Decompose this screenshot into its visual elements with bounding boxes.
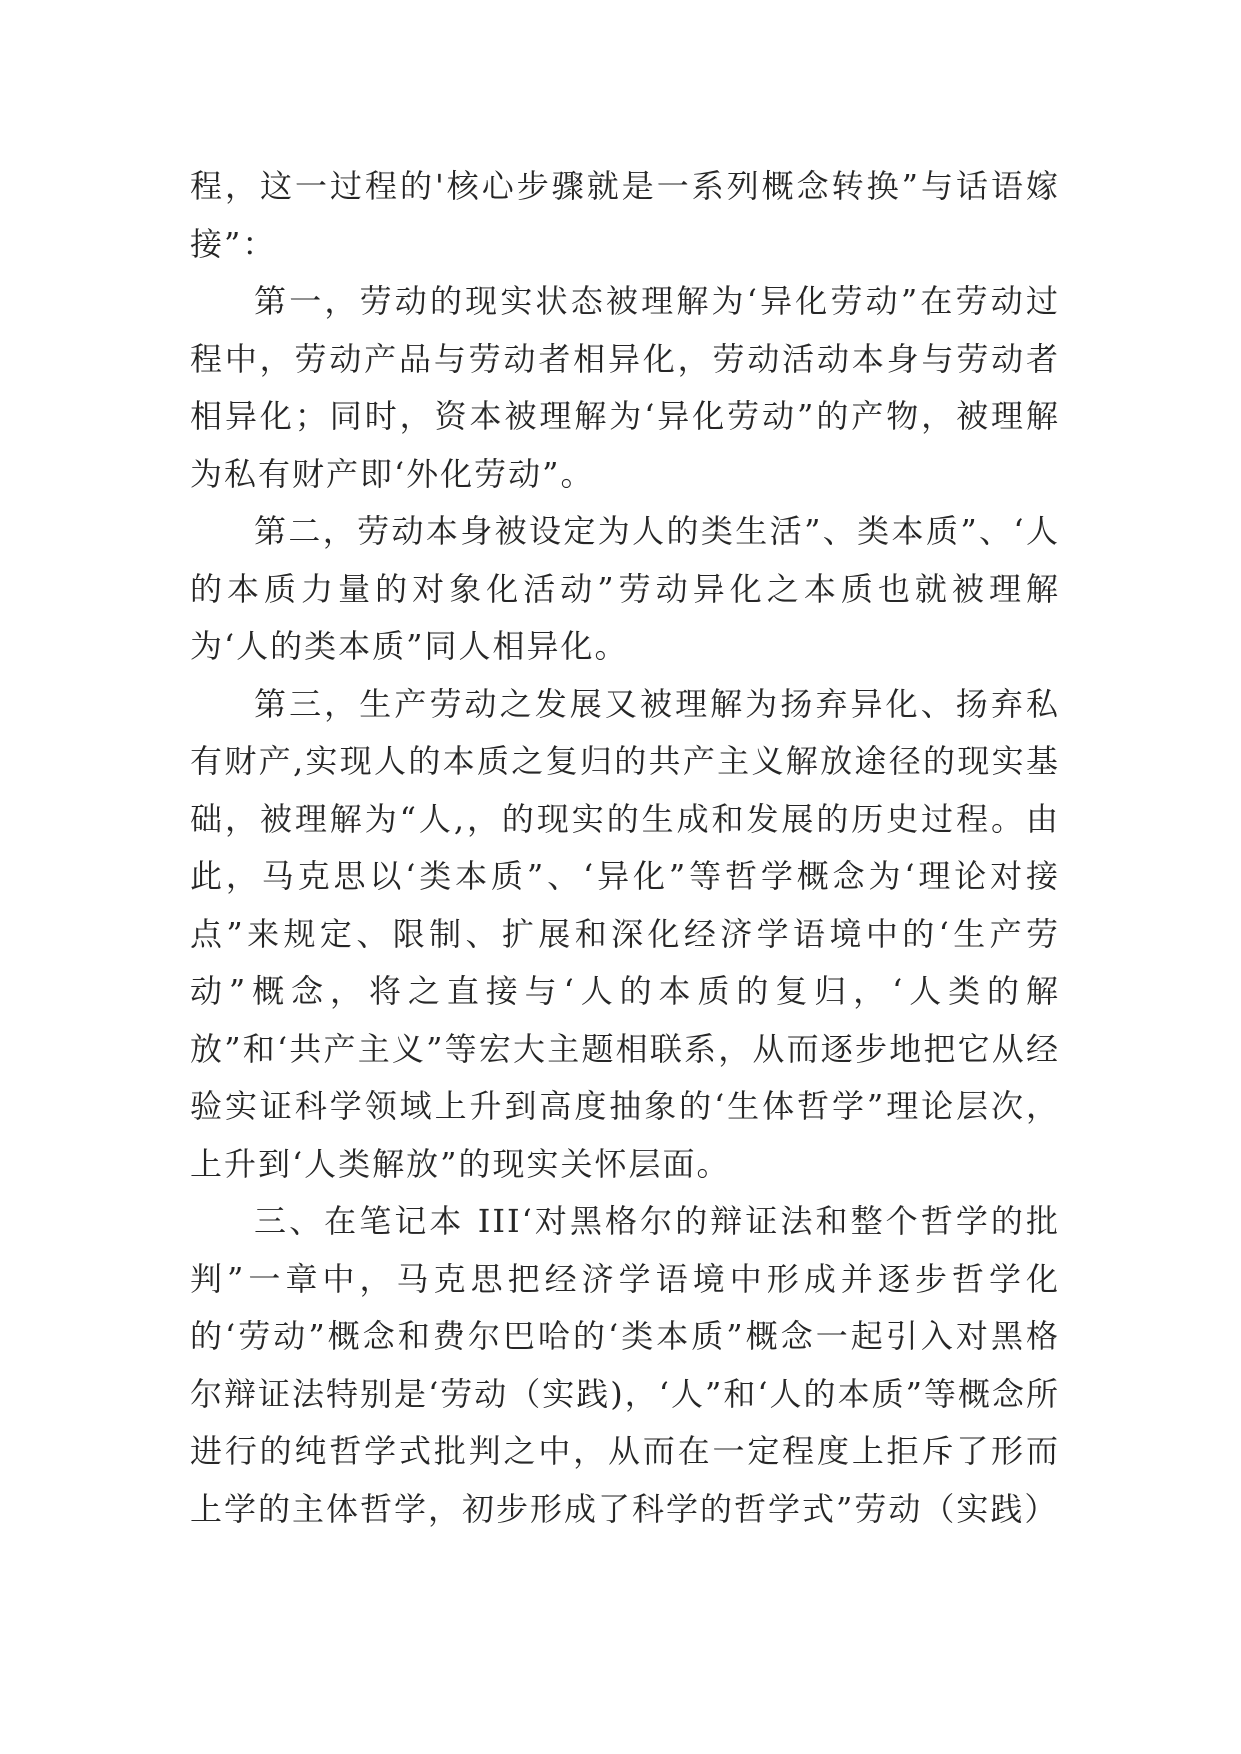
paragraph-first-point: 第一，劳动的现实状态被理解为‘异化劳动”在劳动过程中，劳动产品与劳动者相异化，劳动活动本身与劳动者相异化；同时，资本被理解为‘异化劳动”的产物，被理解为私有财产即‘外化劳动”。 xyxy=(190,282,1060,493)
body-text xyxy=(190,158,1060,1538)
paragraph-third-point: 第三，生产劳动之发展又被理解为扬弃异化、扬弃私有财产,实现人的本质之复归的共产主义解放途径的现实基础，被理解为“人,，的现实的生成和发展的历史过程。由此，马克思以‘类本质”、‘异化”等哲学概念为‘理论对接点”来规定、限制、扩展和深化经济学语境中的‘生产劳动”概念，将之直接与‘人的本质的复归，‘人类的解放”和‘共产主义”等宏大主题相联系，从而逐步地把它从经验实证科学领域上升到高度抽象的‘生体哲学”理论层次，上升到‘人类解放”的现实关怀层面。 xyxy=(190,684,1060,1183)
paragraph-second-point: 第二，劳动本身被设定为人的类生活”、类本质”、‘人的本质力量的对象化活动”劳动异化之本质也就被理解为‘人的类本质”同人相异化。 xyxy=(190,512,1060,665)
paragraph-continuation: 程，这一过程的'核心步骤就是一系列概念转换”与话语嫁接”： xyxy=(190,167,1060,263)
paragraph-section-three: 三、在笔记本 III‘对黑格尔的辩证法和整个哲学的批判”一章中，马克思把经济学语境中形成并逐步哲学化的‘劳动”概念和费尔巴哈的‘类本质”概念一起引入对黑格尔辩证法特别是‘劳动（实践)，‘人”和‘人的本质”等概念所进行的纯哲学式批判之中，从而在一定程度上拒斥了形而上学的主体哲学，初步形成了科学的哲学式”劳动（实践） xyxy=(190,1202,1060,1528)
